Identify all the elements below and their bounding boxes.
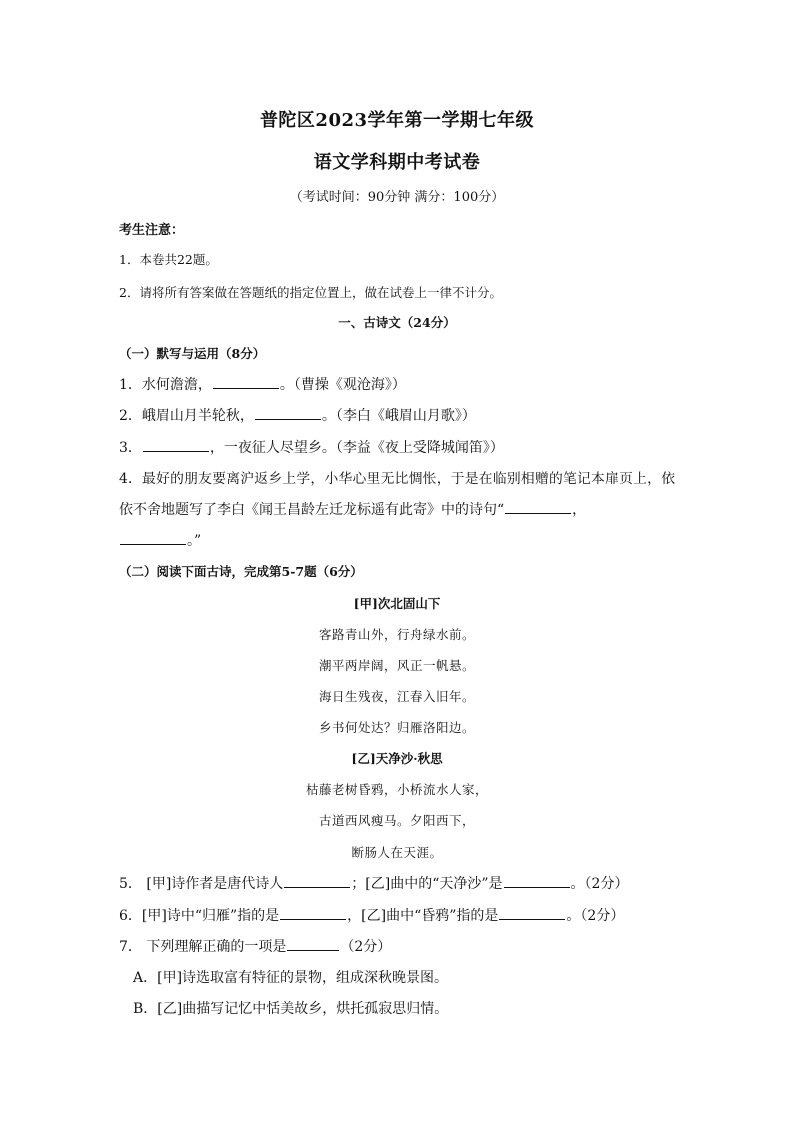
- question-2-prefix: 2．峨眉山月半轮秋，: [119, 408, 254, 424]
- answer-blank[interactable]: [120, 530, 186, 545]
- poem-a-line: 客路青山外，行舟绿水前。: [318, 627, 475, 642]
- exam-title-line2: 语文学科期中考试卷: [313, 152, 481, 173]
- answer-blank[interactable]: [213, 374, 279, 389]
- answer-blank[interactable]: [280, 905, 346, 920]
- notice-heading: 考生注意：: [119, 223, 185, 238]
- poem-a-title: [甲]次北固山下: [353, 596, 441, 611]
- answer-blank[interactable]: [505, 499, 571, 514]
- question-2-suffix: 。（李白《峨眉山月歌》）: [321, 408, 476, 424]
- question-7: [119, 936, 391, 956]
- answer-blank[interactable]: [499, 905, 565, 920]
- question-3-suffix: ，一夜征人尽望乡。（李益《夜上受降城闻笛》）: [209, 440, 504, 456]
- question-3-prefix: 3．: [119, 440, 142, 456]
- question-1-prefix: 1．水何澹澹，: [119, 377, 212, 393]
- answer-blank[interactable]: [284, 873, 350, 888]
- question-7-option-b: B．[乙]曲描写记忆中恬美故乡，烘托孤寂思归情。: [133, 1001, 449, 1017]
- question-7-suffix: （2分）: [340, 939, 392, 955]
- question-4-line2-prefix: 依不舍地题写了李白《闻王昌龄左迁龙标遥有此寄》中的诗句“: [119, 502, 505, 518]
- section1-heading: 一、古诗文（24分）: [338, 315, 456, 330]
- poem-a-line: 海日生残夜，江春入旧年。: [318, 689, 475, 704]
- question-4-line3-suffix: 。”: [187, 533, 202, 549]
- part1-heading: （一）默写与运用（8分）: [119, 346, 266, 361]
- notice-item-2: 2．请将所有答案做在答题纸的指定位置上，做在试卷上一律不计分。: [119, 285, 502, 300]
- question-4-line3: [119, 530, 201, 550]
- part2-heading: （二）阅读下面古诗，完成第5-7题（6分）: [119, 564, 363, 579]
- poem-b-title: [乙]天净沙·秋思: [351, 751, 443, 766]
- question-6-middle: ，[乙]曲中“昏鸦”指的是: [347, 908, 499, 924]
- poem-a-line: 潮平两岸阔，风正一帆悬。: [318, 658, 475, 673]
- answer-blank[interactable]: [287, 936, 339, 951]
- answer-blank[interactable]: [504, 873, 570, 888]
- answer-blank[interactable]: [255, 405, 321, 420]
- question-1-suffix: 。（曹操《观沧海》）: [279, 377, 406, 393]
- question-5-prefix: 5． [甲]诗作者是唐代诗人: [119, 876, 284, 892]
- poem-a-line: 乡书何处达？归雁洛阳边。: [318, 720, 475, 735]
- question-5: [119, 873, 628, 893]
- question-6-suffix: 。（2分）: [566, 908, 625, 924]
- exam-info: （考试时间：90分钟 满分：100分）: [289, 190, 505, 205]
- question-2: [119, 405, 476, 425]
- notice-item-1: 1．本卷共22题。: [119, 252, 218, 267]
- question-5-suffix: 。（2分）: [570, 876, 629, 892]
- question-6-prefix: 6．[甲]诗中“归雁”指的是: [119, 908, 280, 924]
- question-4-line1: 4．最好的朋友要离沪返乡上学，小华心里无比惆怅，于是在临别相赠的笔记本扉页上，依: [119, 471, 675, 487]
- question-1: [119, 374, 406, 394]
- question-7-prefix: 7． 下列理解正确的一项是: [119, 939, 287, 955]
- question-5-middle: ；[乙]曲中的“天净沙”是: [351, 876, 503, 892]
- question-3: [119, 437, 504, 457]
- question-7-option-a: A．[甲]诗选取富有特征的景物，组成深秋晚景图。: [133, 970, 449, 986]
- poem-b-line: 断肠人在天涯。: [351, 845, 443, 860]
- question-4-line2-suffix: ，: [572, 502, 587, 518]
- answer-blank[interactable]: [143, 437, 209, 452]
- question-6: [119, 905, 624, 925]
- poem-b-line: 古道西风瘦马。夕阳西下，: [318, 813, 475, 828]
- exam-title-line1: 普陀区2023学年第一学期七年级: [259, 110, 535, 131]
- poem-b-line: 枯藤老树昏鸦，小桥流水人家，: [305, 782, 488, 797]
- question-4-line2: [119, 499, 586, 519]
